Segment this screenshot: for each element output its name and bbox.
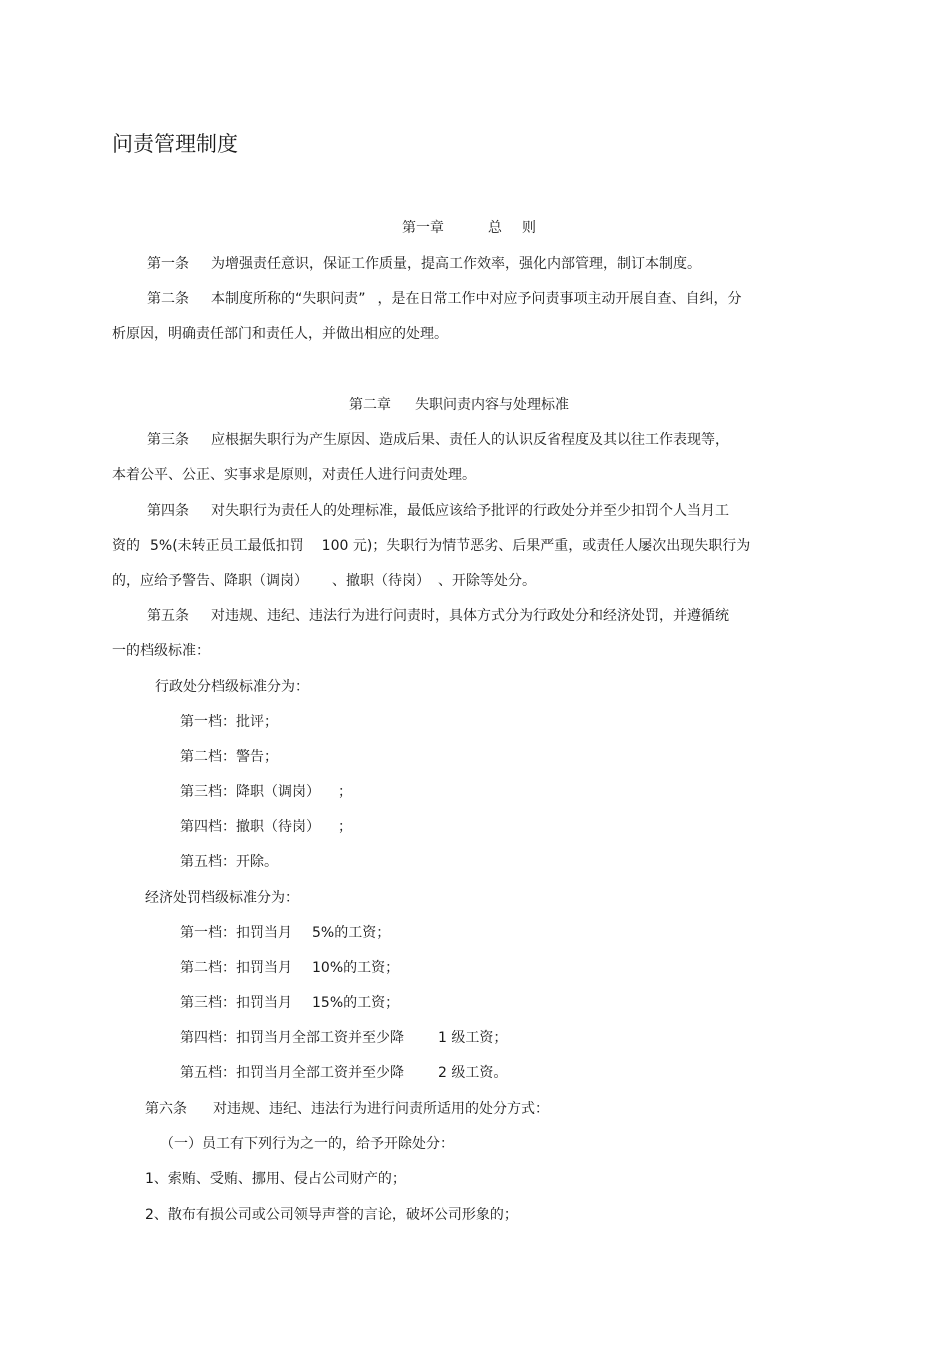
level-text: 第四档：撤职（待岗） — [180, 819, 320, 835]
admin-level-item — [180, 818, 352, 836]
level-value: 2 级工资。 — [438, 1065, 508, 1081]
chapter-1-heading — [402, 219, 536, 237]
page-title: 问责管理制度 — [112, 132, 238, 156]
level-text: 第一档：扣罚当月 — [180, 925, 292, 941]
article-text: 对违规、违纪、违法行为进行问责时，具体方式分为行政处分和经济处罚，并遵循统 — [211, 608, 729, 624]
article-text: 的，应给予警告、降职（调岗） — [112, 573, 308, 589]
article-2-line-2: 析原因，明确责任部门和责任人，并做出相应的处理。 — [112, 326, 448, 342]
level-text: 第四档：扣罚当月全部工资并至少降 — [180, 1030, 404, 1046]
article-label: 第一条 — [147, 256, 189, 272]
econ-level-item — [180, 924, 390, 942]
list-item: 2、散布有损公司或公司领导声誉的言论，破坏公司形象的； — [145, 1207, 518, 1223]
level-punct: ； — [338, 784, 352, 800]
chapter-name: 失职问责内容与处理标准 — [415, 397, 569, 413]
econ-levels-heading: 经济处罚档级标准分为： — [145, 890, 299, 906]
article-text: ，是在日常工作中对应予问责事项主动开展自查、自纠，分 — [377, 291, 742, 307]
article-3-line-1 — [147, 431, 729, 449]
article-text: 、开除等处分。 — [438, 573, 536, 589]
article-text: 对失职行为责任人的处理标准，最低应该给予批评的行政处分并至少扣罚个人当月工 — [211, 503, 729, 519]
article-text: 资的 — [112, 538, 140, 554]
article-text: 100 元)；失职行为情节恶劣、后果严重，或责任人屡次出现失职行为 — [321, 538, 751, 554]
article-text: 为增强责任意识，保证工作质量，提高工作效率，强化内部管理，制订本制度。 — [211, 256, 701, 272]
chapter-2-heading — [349, 396, 569, 414]
level-value: 5%的工资； — [312, 925, 391, 941]
level-text: 第五档：开除。 — [180, 854, 278, 870]
level-text: 第三档：降职（调岗） — [180, 784, 320, 800]
article-label: 第四条 — [147, 503, 189, 519]
article-4-line-1 — [147, 502, 729, 520]
admin-level-item — [180, 853, 278, 871]
chapter-number: 第二章 — [349, 397, 391, 413]
article-label: 第六条 — [145, 1101, 187, 1117]
econ-level-item — [180, 994, 399, 1012]
chapter-number: 第一章 — [402, 220, 444, 236]
admin-levels-heading: 行政处分档级标准分为： — [155, 679, 309, 695]
article-1 — [147, 255, 701, 273]
level-text: 第三档：扣罚当月 — [180, 995, 292, 1011]
article-text: 对违规、违纪、违法行为进行问责所适用的处分方式： — [213, 1101, 549, 1117]
chapter-name-part: 则 — [522, 220, 536, 236]
level-value: 15%的工资； — [312, 995, 400, 1011]
article-label: 第三条 — [147, 432, 189, 448]
econ-level-item — [180, 1029, 507, 1047]
article-5-line-1 — [147, 607, 729, 625]
admin-level-item — [180, 713, 278, 731]
admin-level-item — [180, 748, 278, 766]
level-value: 1 级工资； — [438, 1030, 508, 1046]
article-4-line-3 — [112, 572, 536, 590]
level-text: 第二档：扣罚当月 — [180, 960, 292, 976]
chapter-name-part: 总 — [488, 220, 502, 236]
level-text: 第五档：扣罚当月全部工资并至少降 — [180, 1065, 404, 1081]
econ-level-item — [180, 959, 399, 977]
article-label: 第二条 — [147, 291, 189, 307]
list-item: 1、索贿、受贿、挪用、侵占公司财产的； — [145, 1171, 406, 1187]
article-2-line-1 — [147, 290, 742, 308]
article-text: 、撤职（待岗） — [332, 573, 430, 589]
econ-level-item — [180, 1064, 507, 1082]
level-text: 第二档：警告； — [180, 749, 278, 765]
article-text: 本制度所称的“失职问责” — [211, 291, 366, 307]
article-label: 第五条 — [147, 608, 189, 624]
level-punct: ； — [338, 819, 352, 835]
article-3-line-2: 本着公平、公正、实事求是原则，对责任人进行问责处理。 — [112, 467, 476, 483]
level-text: 第一档：批评； — [180, 714, 278, 730]
article-5-line-2: 一的档级标准： — [112, 643, 210, 659]
admin-level-item — [180, 783, 352, 801]
article-text: 5%(未转正员工最低扣罚 — [150, 538, 304, 554]
article-text: 应根据失职行为产生原因、造成后果、责任人的认识反省程度及其以往工作表现等， — [211, 432, 729, 448]
article-6 — [145, 1100, 549, 1118]
article-4-line-2 — [112, 537, 750, 555]
article-6-subheading: （一）员工有下列行为之一的，给予开除处分： — [160, 1136, 454, 1152]
level-value: 10%的工资； — [312, 960, 400, 976]
